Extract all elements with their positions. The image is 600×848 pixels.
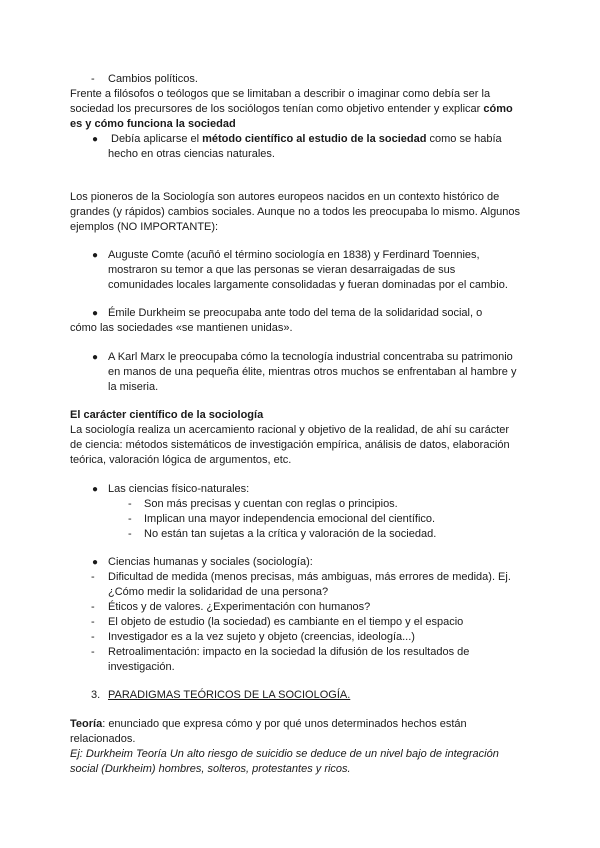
list-item-continuation: en manos de una pequeña élite, mientras otros muchos se enfrentaban al hambre y [108, 366, 517, 378]
list-item-continuation: comunidades locales largamente consolidadas y fueran dominadas por el cambio. [108, 279, 508, 291]
dash-marker: - [91, 571, 95, 583]
dash-marker: - [91, 631, 95, 643]
text-run: Debía aplicarse el [111, 133, 200, 145]
dash-marker: - [91, 601, 95, 613]
paragraph-line: teórica, valoración lógica de argumentos, etc. [70, 454, 292, 466]
sub-list-item: Implican una mayor independencia emocional del científico. [144, 513, 436, 525]
dash-marker: - [91, 646, 95, 658]
section-number: 3. [91, 689, 101, 701]
sub-list-item: No están tan sujetas a la crítica y valoración de la sociedad. [144, 528, 437, 540]
dash-marker: - [128, 528, 132, 540]
paragraph-line: grandes (y rápidos) cambios sociales. Aunque no a todos les preocupaba lo mismo. Algunos [70, 206, 521, 218]
section-heading: El carácter científico de la sociología [70, 409, 264, 421]
bullet-marker: ● [92, 352, 99, 363]
term-label: Teoría [70, 718, 103, 730]
bold-text: método científico al estudio de la sociedad [202, 133, 427, 145]
list-item-metodo [111, 132, 502, 147]
paragraph-line: ejemplos (NO IMPORTANTE): [70, 221, 219, 233]
text-run: sociedad los precursores de los sociólogos tenían como objetivo entender y explicar [70, 103, 481, 115]
dash-marker: - [128, 513, 132, 525]
paragraph-line: relacionados. [70, 733, 136, 745]
list-item-politicos: Cambios políticos. [108, 73, 198, 85]
list-item-continuation: hecho en otras ciencias naturales. [108, 148, 275, 160]
definition-line [70, 717, 467, 732]
bullet-marker: ● [92, 557, 99, 568]
list-item-comte: Auguste Comte (acuñó el término sociología en 1838) y Ferdinard Toennies, [108, 249, 480, 261]
bold-text: es y cómo funciona la sociedad [70, 118, 236, 130]
list-item-marx: A Karl Marx le preocupaba cómo la tecnología industrial concentraba su patrimonio [108, 351, 513, 363]
dash-marker: - [91, 73, 95, 85]
list-item: Dificultad de medida (menos precisas, más ambiguas, más errores de medida). Ej. [108, 571, 511, 583]
paragraph-line: La sociología realiza un acercamiento racional y objetivo de la realidad, de ahí su carácter [70, 424, 510, 436]
list-item: Éticos y de valores. ¿Experimentación con humanos? [108, 601, 371, 613]
list-item-continuation: la miseria. [108, 381, 159, 393]
bullet-marker: ● [92, 484, 99, 495]
text-run: como se había [429, 133, 502, 145]
paragraph-line: de ciencia: métodos sistemáticos de investigación empírica, análisis de datos, elaboración [70, 439, 510, 451]
paragraph-line: Los pioneros de la Sociología son autores europeos nacidos en un contexto histórico de [70, 191, 500, 203]
paragraph-line: Frente a filósofos o teólogos que se limitaban a describir o imaginar como debía ser la [70, 88, 491, 100]
example-line: social (Durkheim) hombres, solteros, protestantes y ricos. [70, 763, 351, 775]
sub-list-item: Son más precisas y cuentan con reglas o principios. [144, 498, 398, 510]
bold-text: cómo [483, 103, 513, 115]
list-item-continuation: cómo las sociedades «se mantienen unidas». [70, 322, 293, 334]
dash-marker: - [91, 616, 95, 628]
paragraph-line [70, 102, 513, 117]
list-item: Retroalimentación: impacto en la sociedad la difusión de los resultados de [108, 646, 470, 658]
list-item-continuation: mostraron su temor a que las personas se vieran desarraigadas de sus [108, 264, 456, 276]
section-title: PARADIGMAS TEÓRICOS DE LA SOCIOLOGÍA. [108, 689, 351, 701]
dash-marker: - [128, 498, 132, 510]
bullet-marker: ● [92, 134, 99, 145]
list-item-continuation: investigación. [108, 661, 175, 673]
list-item: El objeto de estudio (la sociedad) es cambiante en el tiempo y el espacio [108, 616, 464, 628]
list-item-fisico: Las ciencias físico-naturales: [108, 483, 250, 495]
list-item-humanas: Ciencias humanas y sociales (sociología): [108, 556, 313, 568]
list-item: Investigador es a la vez sujeto y objeto (creencias, ideología...) [108, 631, 415, 643]
bullet-marker: ● [92, 250, 99, 261]
text-run: : enunciado que expresa cómo y por qué unos determinados hechos están [102, 718, 467, 730]
list-item-durkheim: Émile Durkheim se preocupaba ante todo del tema de la solidaridad social, o [108, 307, 483, 319]
list-item-continuation: ¿Cómo medir la solidaridad de una persona? [108, 586, 329, 598]
example-line: Ej: Durkheim Teoría Un alto riesgo de suicidio se deduce de un nivel bajo de integración [70, 748, 499, 760]
bullet-marker: ● [92, 308, 99, 319]
